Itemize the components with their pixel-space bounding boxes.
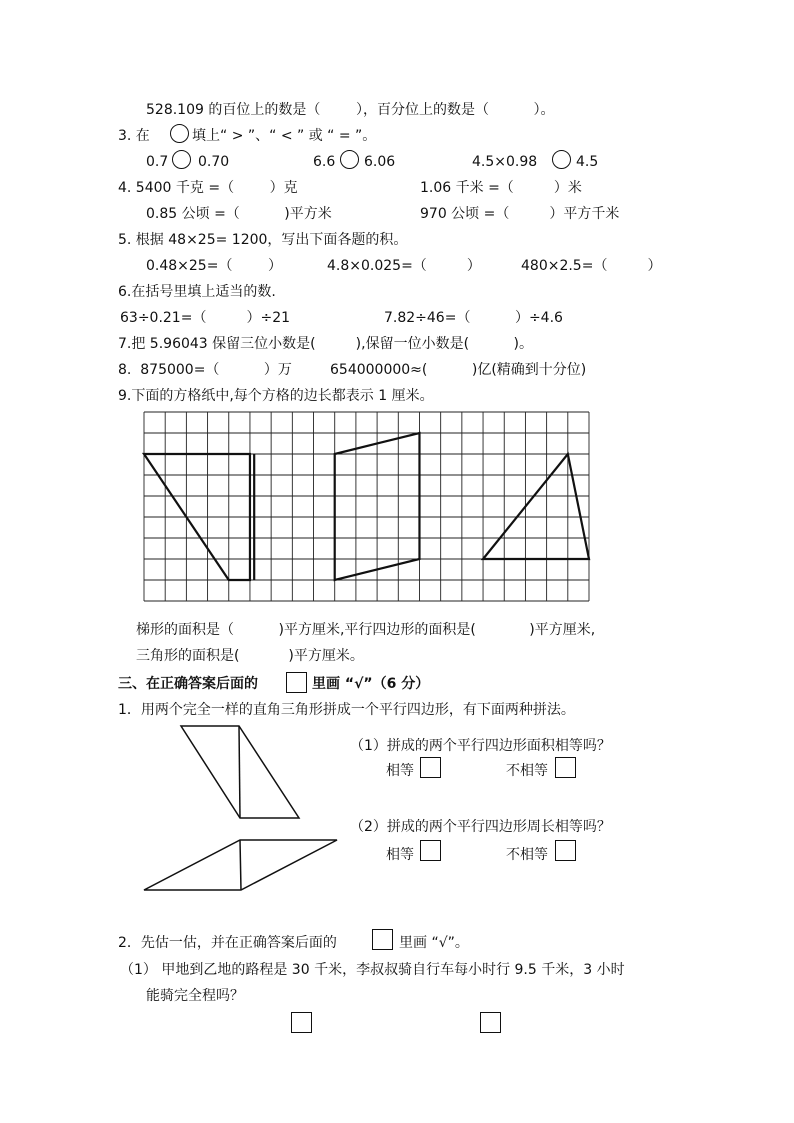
equal-label: 相等	[386, 763, 414, 779]
q3-stem-pre: 3. 在	[118, 128, 150, 144]
q3-stem-post: 填上“ > ”、“ < ” 或 “ = ”。	[192, 128, 377, 144]
q6-item: 7.82÷46=（ ）÷4.6	[384, 310, 563, 326]
q5-item: 4.8×0.025=（ ）	[327, 258, 481, 274]
section3-title-post: 里画 “√”（6 分）	[312, 676, 430, 692]
q9-stem: 9.下面的方格纸中,每个方格的边长都表示 1 厘米。	[118, 388, 434, 404]
not-equal-checkbox[interactable]	[555, 757, 576, 778]
q8-item: 8. 875000=（ ）万	[118, 362, 292, 378]
q6-stem: 6.在括号里填上适当的数.	[118, 284, 276, 300]
q7: 7.把 5.96043 保留三位小数是( ),保留一位小数是( )。	[118, 336, 534, 352]
s3q2-stem-pre: 2．先估一估，并在正确答案后面的	[118, 935, 337, 951]
diagonal-line	[240, 840, 241, 890]
not-equal-label: 不相等	[506, 763, 548, 779]
answer-checkbox[interactable]	[291, 1012, 312, 1033]
q2-tail: 528.109 的百位上的数是（ ），百分位上的数是（ ）。	[146, 102, 555, 118]
answer-checkbox[interactable]	[480, 1012, 501, 1033]
diagonal-line	[239, 726, 240, 818]
q5-item: 480×2.5=（ ）	[521, 258, 662, 274]
equal-label: 相等	[386, 847, 414, 863]
q3-item-left: 6.6	[313, 154, 336, 170]
s3q1-sub1: （1）拼成的两个平行四边形面积相等吗？	[350, 738, 611, 754]
s3q2-sub1-line2: 能骑完全程吗？	[146, 988, 244, 1004]
q4-item: 0.85 公顷 =（ )平方米	[146, 206, 332, 222]
q8-item: 654000000≈( )亿(精确到十分位)	[330, 362, 587, 378]
s3q2-sub1-line1: （1） 甲地到乙地的路程是 30 千米，李叔叔骑自行车每小时行 9.5 千米，3 小时	[120, 962, 625, 978]
q3-item-right: 6.06	[364, 154, 396, 170]
q3-item-left: 4.5×0.98	[472, 154, 538, 170]
q3-item-right: 0.70	[198, 154, 230, 170]
q3-item-right: 4.5	[576, 154, 599, 170]
q5-stem: 5. 根据 48×25= 1200，写出下面各题的积。	[118, 232, 408, 248]
q6-item: 63÷0.21=（ ）÷21	[120, 310, 291, 326]
not-equal-checkbox[interactable]	[555, 840, 576, 861]
q4-item: 970 公顷 =（ ）平方千米	[420, 206, 620, 222]
s3q1-stem: 1．用两个完全一样的直角三角形拼成一个平行四边形，有下面两种拼法。	[118, 702, 575, 718]
section3-title-pre: 三、在正确答案后面的	[118, 676, 258, 692]
q4-item: 1.06 千米 =（ ）米	[420, 180, 582, 196]
q9-answer-line1: 梯形的面积是（ )平方厘米,平行四边形的面积是( )平方厘米,	[136, 622, 596, 638]
q5-item: 0.48×25=（ ）	[146, 258, 283, 274]
check-box-sample	[372, 929, 393, 950]
q3-item-left: 0.7	[146, 154, 169, 170]
not-equal-label: 不相等	[506, 847, 548, 863]
q4-item: 4. 5400 千克 =（ ）克	[118, 180, 298, 196]
equal-checkbox[interactable]	[420, 757, 441, 778]
s3q2-stem-post: 里画 “√”。	[399, 935, 469, 951]
equal-checkbox[interactable]	[420, 840, 441, 861]
s3q1-sub2: （2）拼成的两个平行四边形周长相等吗？	[350, 819, 611, 835]
q9-answer-line2: 三角形的面积是( )平方厘米。	[136, 648, 364, 664]
